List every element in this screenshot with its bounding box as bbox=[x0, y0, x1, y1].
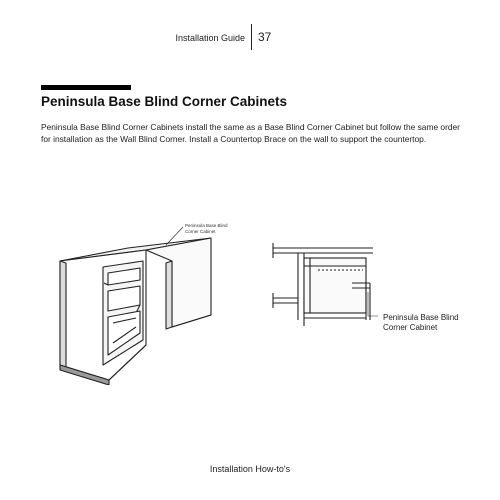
left-callout-label bbox=[185, 223, 245, 234]
plan-view-illustration bbox=[268, 228, 378, 328]
header-guide-label: Installation Guide bbox=[175, 33, 245, 43]
section-title: Peninsula Base Blind Corner Cabinets bbox=[41, 94, 288, 109]
right-callout-label bbox=[383, 313, 483, 333]
right-callout-line1: Peninsula Base Blind bbox=[383, 313, 459, 322]
section-body: Peninsula Base Blind Corner Cabinets install the same as a Base Blind Corner Cabinet but follow the same order for installation as the Wall Blind Corner. Install a Countertop Brace on the wall to support the countertop. bbox=[41, 122, 460, 144]
right-callout-line2: Corner Cabinet bbox=[383, 323, 438, 332]
left-callout-line2: Corner Cabinet bbox=[185, 228, 216, 234]
left-callout-line1: Peninsula Base Blind bbox=[185, 223, 228, 228]
title-accent-bar bbox=[41, 85, 131, 90]
footer-label: Installation How-to's bbox=[209, 464, 291, 474]
header-divider bbox=[251, 24, 252, 50]
page-number: 37 bbox=[258, 30, 272, 44]
